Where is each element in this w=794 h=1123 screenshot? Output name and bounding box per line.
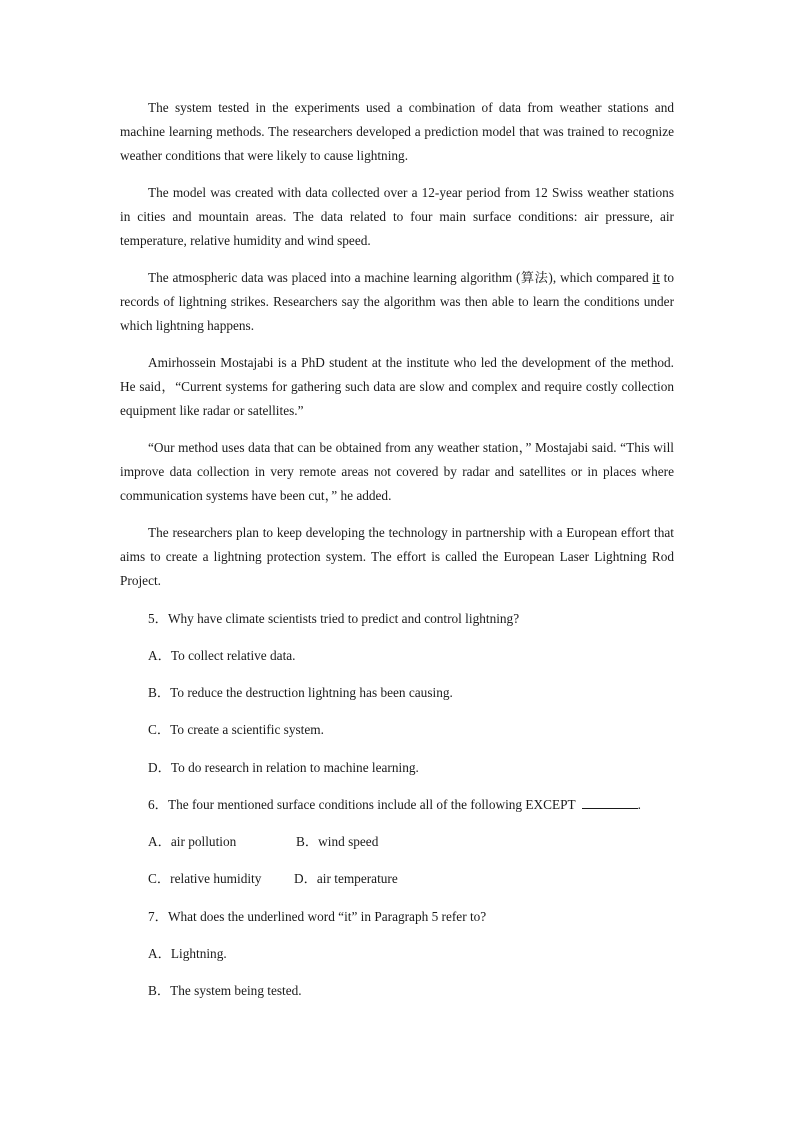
question-6-option-b: B．wind speed [296, 834, 379, 849]
paragraph-6: The researchers plan to keep developing the technology in partnership with a European effort that aims to create a lightning protection system. The effort is called the European Laser Lightning Rod Project. [120, 525, 674, 588]
question-5-option-d: D．To do research in relation to machine learning. [148, 760, 419, 775]
paragraph-1: The system tested in the experiments used a combination of data from weather stations and machine learning methods. The researchers developed a prediction model that was trained to recognize weather conditions that were likely to cause lightning. [120, 100, 674, 163]
question-7-option-a: A．Lightning. [148, 946, 227, 961]
paragraph-2: The model was created with data collected over a 12-year period from 12 Swiss weather stations in cities and mountain areas. The data related to four main surface conditions: air pressure, air temperature, relative humidity and wind speed. [120, 185, 674, 248]
question-6-option-d: D．air temperature [294, 871, 398, 886]
paragraph-3-text-before: The atmospheric data was placed into a machine learning algorithm (算法), which compared [148, 270, 653, 285]
paragraph-3 [120, 266, 674, 338]
question-7-stem: 7．What does the underlined word “it” in Paragraph 5 refer to? [148, 909, 487, 924]
paragraph-5: “Our method uses data that can be obtained from any weather station，” Mostajabi said. “This will improve data collection in very remote areas not covered by radar and satellites or in places where communication systems have been cut，” he added. [120, 440, 674, 503]
question-5-option-b: B．To reduce the destruction lightning has been causing. [148, 685, 453, 700]
paragraph-4: Amirhossein Mostajabi is a PhD student at the institute who led the development of the method. He said，“Current systems for gathering such data are slow and complex and require costly collection equipment like radar or satellites.” [120, 355, 674, 418]
question-5-option-a: A．To collect relative data. [148, 648, 296, 663]
question-6-stem-end: . [637, 797, 641, 812]
question-7-option-b: B．The system being tested. [148, 983, 302, 998]
paragraph-3-text-after: to records of lightning strikes. Researchers say the algorithm was then able to learn the conditions under which lightning happens. [120, 270, 674, 333]
question-5-option-c: C．To create a scientific system. [148, 722, 324, 737]
question-6-stem: 6．The four mentioned surface conditions include all of the following EXCEPT [148, 797, 576, 812]
question-6-option-a: A．air pollution [148, 834, 237, 849]
question-6-option-c: C．relative humidity [148, 871, 262, 886]
underlined-word-it: it [652, 270, 660, 285]
question-5-stem: 5．Why have climate scientists tried to predict and control lightning? [148, 611, 520, 626]
question-6-stem-line [148, 795, 641, 815]
answer-blank [582, 796, 638, 809]
